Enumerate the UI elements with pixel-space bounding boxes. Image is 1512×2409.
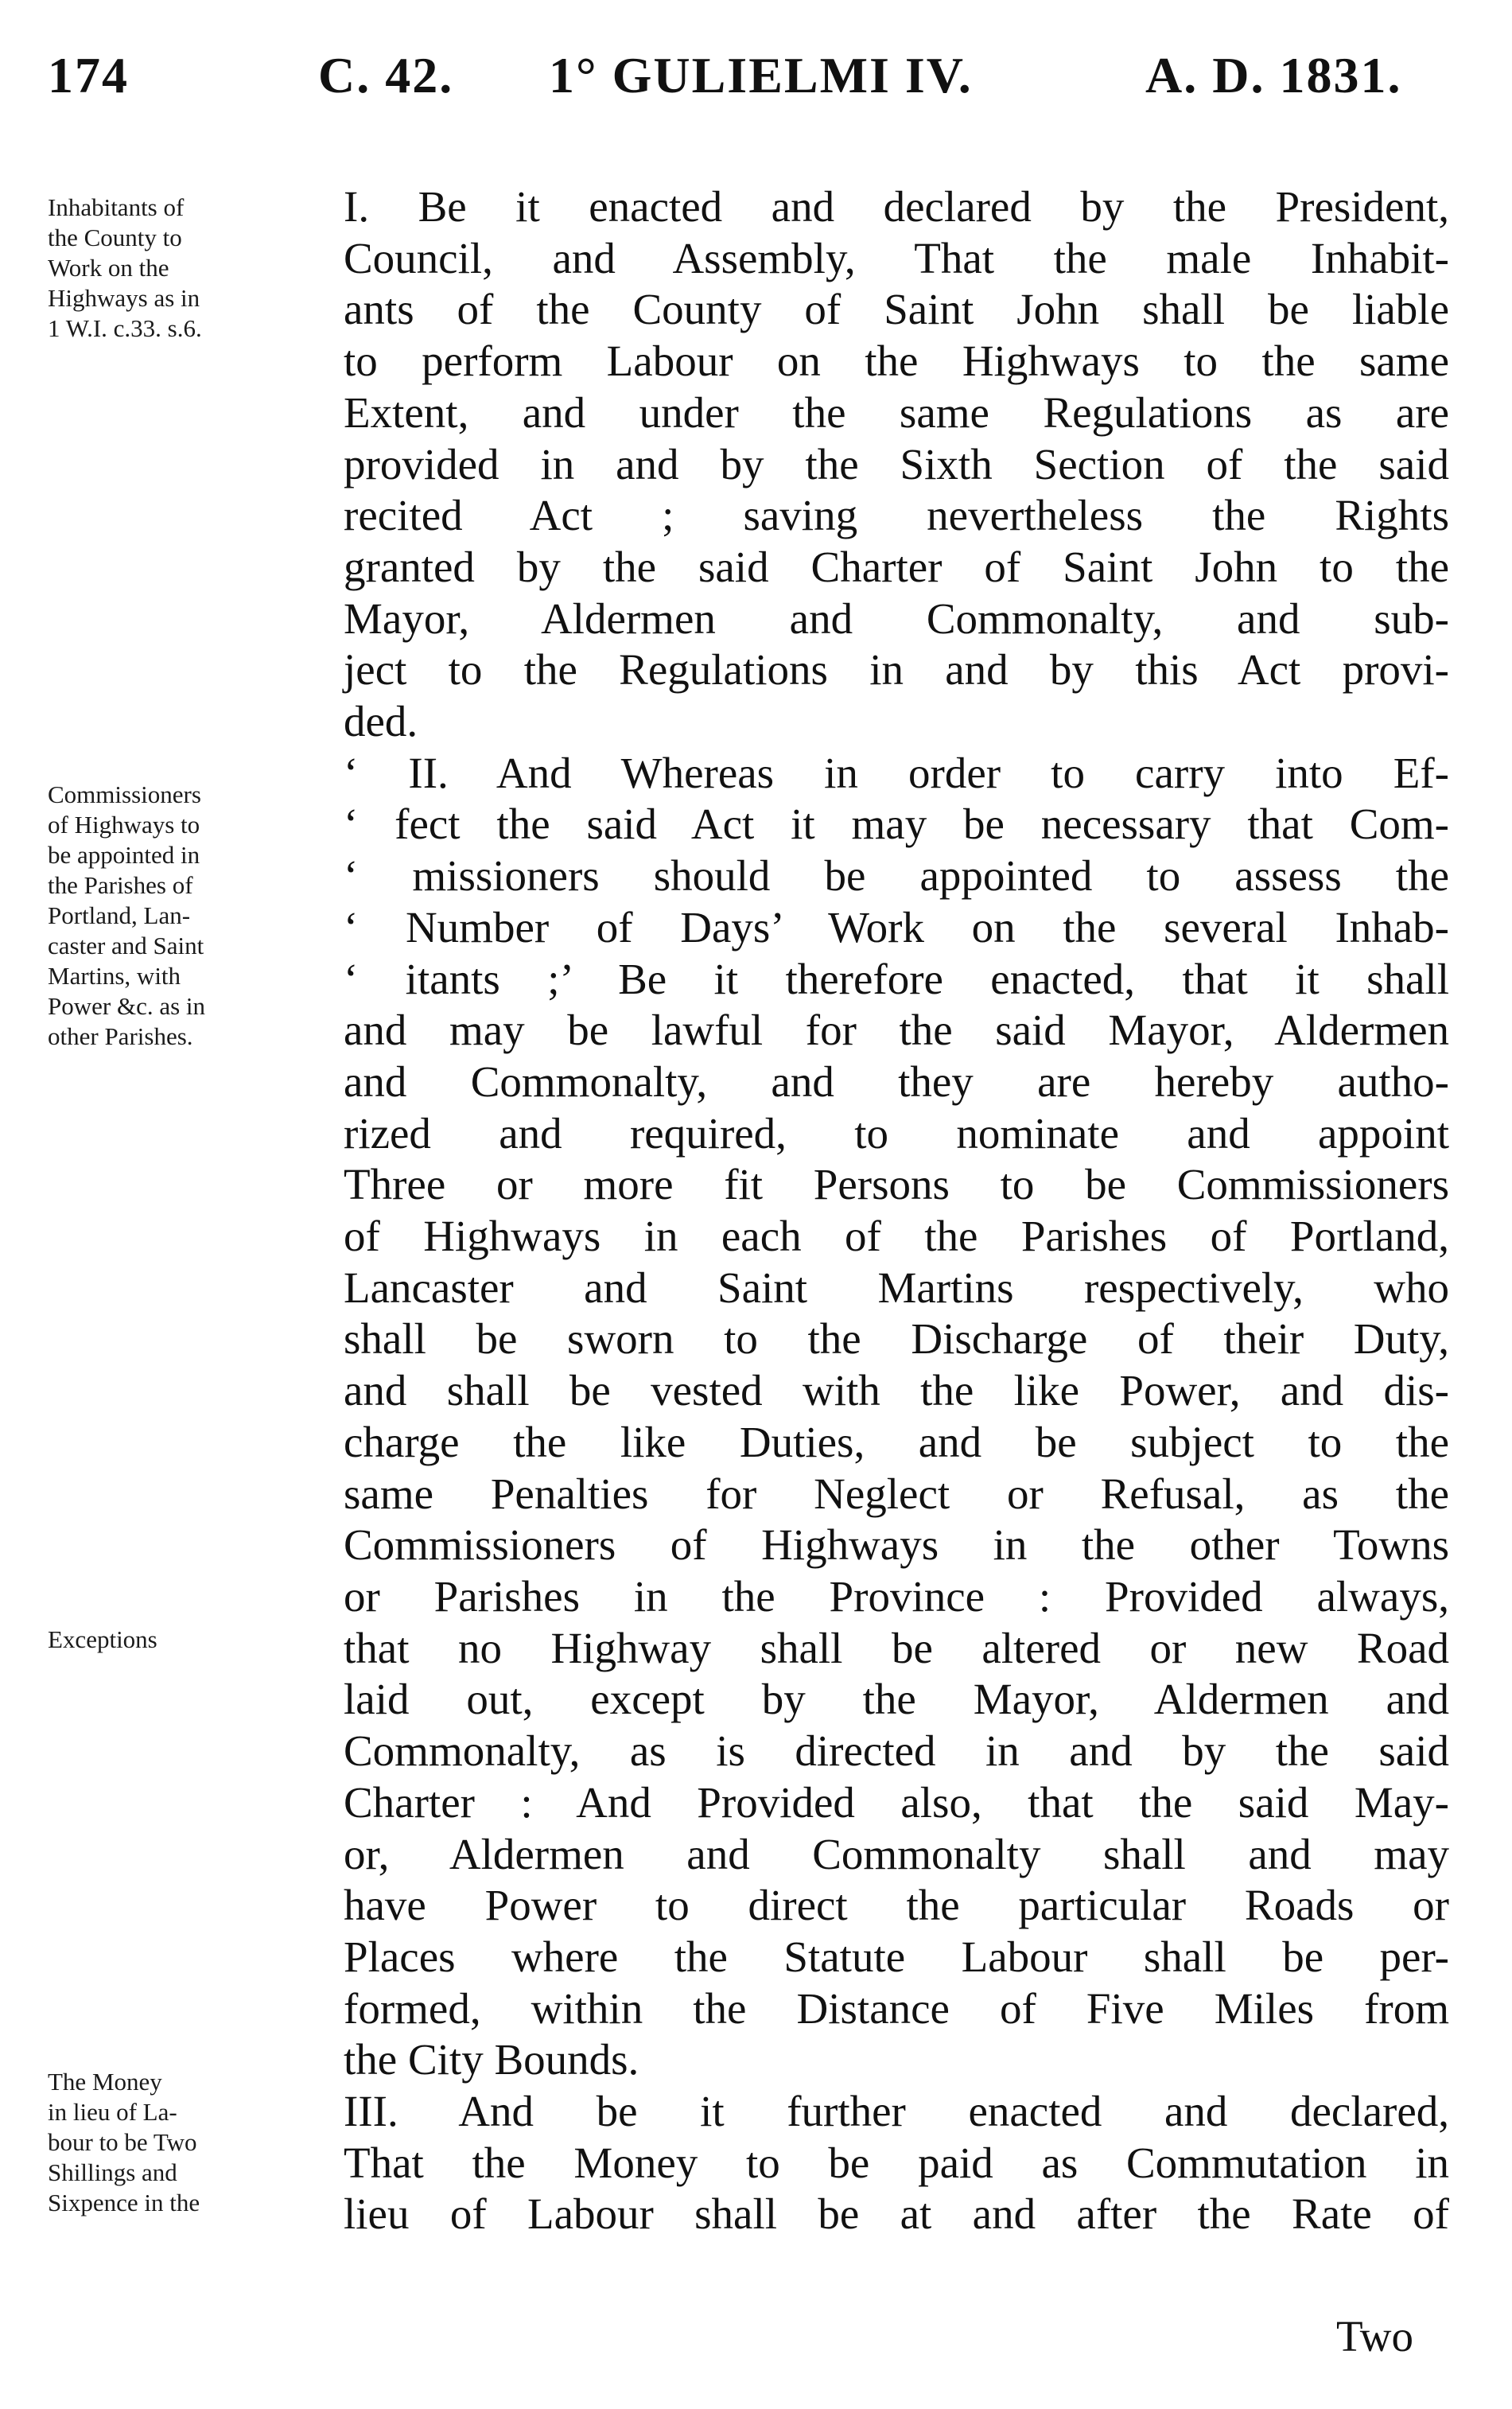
text-line: I. Be it enacted and declared by the President, [344,182,1449,231]
text-line: ‘ II. And Whereas in order to carry into Ef- [344,748,1449,797]
margin-note-commissioners: Commissioners of Highways to be appointed in the Parishes of Portland, Lan- caster and Saint Martins, with Power &c. as in other Parishes. [48,780,206,1050]
text-line: and may be lawful for the said Mayor, Aldermen [344,1006,1449,1055]
text-line: laid out, except by the Mayor, Aldermen and [344,1675,1449,1724]
text-line: granted by the said Charter of Saint John to the [344,542,1449,591]
text-line: ants of the County of Saint John shall be liable [344,285,1449,334]
running-header [48,46,1432,110]
text-line: ject to the Regulations in and by this Act provi- [344,645,1449,695]
text-line: have Power to direct the particular Roads or [344,1881,1449,1930]
text-line: rized and required, to nominate and appoint [344,1108,1449,1158]
text-line: lieu of Labour shall be at and after the Rate of [344,2189,1449,2239]
text-line: to perform Labour on the Highways to the same [344,337,1449,386]
text-line: III. And be it further enacted and declared, [344,2087,1449,2136]
text-line: and Commonalty, and they are hereby autho- [344,1057,1449,1106]
text-line: Charter : And Provided also, that the said May- [344,1777,1449,1827]
text-line: Commonalty, as is directed in and by the said [344,1726,1449,1776]
text-line: recited Act ; saving nevertheless the Rights [344,491,1449,540]
text-line: Lancaster and Saint Martins respectively, who [344,1263,1449,1312]
regnal-year: 1° GULIELMI IV. [549,47,973,103]
text-line: shall be sworn to the Discharge of their Duty, [344,1314,1449,1364]
text-line: or, Aldermen and Commonalty shall and may [344,1829,1449,1878]
text-line: provided in and by the Sixth Section of the said [344,439,1449,488]
text-line: ‘ missioners should be appointed to assess the [344,851,1449,901]
margin-note-money: The Money in lieu of La- bour to be Two Shillings and Sixpence in the [48,2068,200,2216]
text-line: Council, and Assembly, That the male Inhabit- [344,233,1449,282]
text-line: same Penalties for Neglect or Refusal, as the [344,1469,1449,1518]
margin-note-exceptions: Exceptions [48,1625,157,1653]
text-line: that no Highway shall be altered or new Road [344,1623,1449,1672]
text-line: ded. [344,697,418,746]
text-line: the City Bounds. [344,2035,639,2084]
statute-body [344,181,1449,2240]
text-line: Commissioners of Highways in the other Towns [344,1520,1449,1570]
text-line: ‘ fect the said Act it may be necessary that Com- [344,800,1449,849]
chapter-number: C. 42. [318,47,454,103]
text-line: of Highways in each of the Parishes of Portland, [344,1212,1449,1261]
text-line: Places where the Statute Labour shall be per- [344,1932,1449,1981]
page-number: 174 [48,47,129,103]
text-line: or Parishes in the Province : Provided always, [344,1571,1449,1621]
text-line: charge the like Duties, and be subject to the [344,1417,1449,1466]
text-line: ‘ Number of Days’ Work on the several Inhab- [344,902,1449,952]
text-line: Mayor, Aldermen and Commonalty, and sub- [344,593,1449,643]
text-line: That the Money to be paid as Commutation in [344,2138,1449,2187]
text-line: and shall be vested with the like Power, and dis- [344,1366,1449,1415]
catchword: Two [1336,2312,1413,2360]
margin-note-inhabitants: Inhabitants of the County to Work on the Highways as in 1 W.I. c.33. s.6. [48,193,202,342]
text-line: ‘ itants ;’ Be it therefore enacted, that it shall [344,954,1449,1003]
anno-domini: A. D. 1831. [1145,47,1402,103]
text-line: formed, within the Distance of Five Miles from [344,1983,1449,2033]
text-line: Extent, and under the same Regulations as are [344,387,1449,437]
text-line: Three or more fit Persons to be Commissioners [344,1160,1449,1209]
